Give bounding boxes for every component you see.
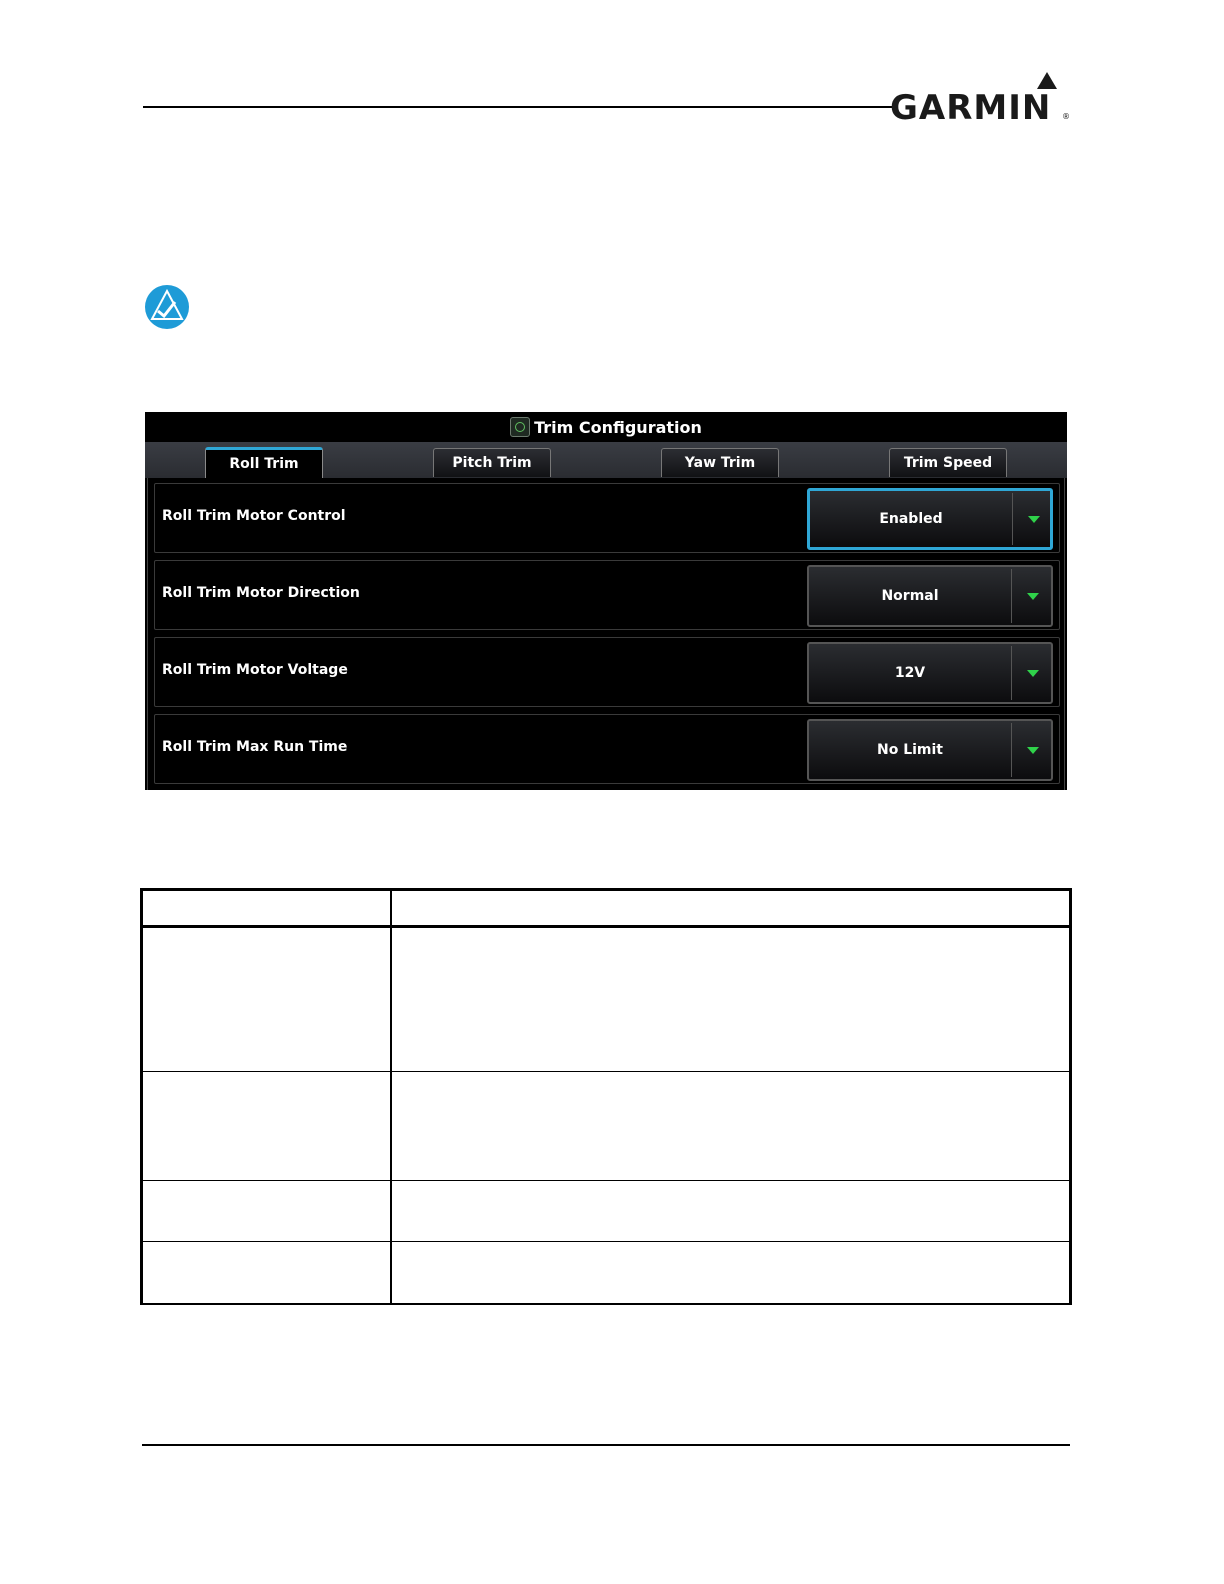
logo-registered-mark: ® bbox=[1062, 112, 1070, 121]
logo-triangle-icon bbox=[1037, 72, 1057, 89]
table-row-divider bbox=[140, 1180, 1072, 1181]
settings-table bbox=[140, 888, 1072, 1305]
tab-yaw-trim[interactable]: Yaw Trim bbox=[661, 448, 779, 477]
tab-pitch-trim[interactable]: Pitch Trim bbox=[433, 448, 551, 477]
dropdown-value: No Limit bbox=[876, 742, 943, 758]
dropdown-divider bbox=[1012, 493, 1013, 545]
chevron-down-icon[interactable] bbox=[1027, 593, 1039, 600]
garmin-logo bbox=[890, 70, 1075, 126]
dropdown-value: 12V bbox=[894, 665, 926, 681]
setting-row-max-run-time bbox=[154, 714, 1060, 784]
setting-row-motor-voltage bbox=[154, 637, 1060, 707]
setting-label: Roll Trim Motor Voltage bbox=[162, 662, 348, 678]
checkmark-triangle-icon bbox=[144, 284, 190, 330]
motor-voltage-dropdown[interactable] bbox=[807, 642, 1053, 704]
tab-trim-speed[interactable]: Trim Speed bbox=[889, 448, 1007, 477]
setting-label: Roll Trim Motor Direction bbox=[162, 585, 360, 601]
header-rule bbox=[143, 106, 893, 108]
table-row-divider bbox=[140, 1241, 1072, 1242]
motor-control-dropdown[interactable] bbox=[807, 488, 1053, 550]
dropdown-value: Normal bbox=[881, 588, 939, 604]
tab-bar bbox=[145, 442, 1067, 478]
table-row-divider bbox=[140, 1071, 1072, 1072]
table-border bbox=[140, 888, 1072, 1305]
trim-configuration-screen bbox=[145, 412, 1067, 790]
tab-roll-trim[interactable]: Roll Trim bbox=[205, 447, 323, 478]
title-bar bbox=[145, 412, 1067, 443]
dropdown-divider bbox=[1011, 646, 1012, 700]
table-column-divider bbox=[390, 888, 392, 1305]
max-run-time-dropdown[interactable] bbox=[807, 719, 1053, 781]
setting-row-motor-direction bbox=[154, 560, 1060, 630]
table-header-divider bbox=[140, 925, 1072, 928]
chevron-down-icon[interactable] bbox=[1028, 516, 1040, 523]
dropdown-divider bbox=[1011, 723, 1012, 777]
logo-text: GARMIN bbox=[890, 88, 1052, 128]
page-title: Trim Configuration bbox=[534, 417, 702, 437]
dropdown-value: Enabled bbox=[879, 511, 943, 527]
chevron-down-icon[interactable] bbox=[1027, 670, 1039, 677]
dropdown-divider bbox=[1011, 569, 1012, 623]
setting-label: Roll Trim Motor Control bbox=[162, 508, 346, 524]
setting-row-motor-control bbox=[154, 483, 1060, 553]
gauge-icon bbox=[510, 417, 530, 437]
chevron-down-icon[interactable] bbox=[1027, 747, 1039, 754]
footer-rule bbox=[142, 1444, 1070, 1446]
motor-direction-dropdown[interactable] bbox=[807, 565, 1053, 627]
setting-label: Roll Trim Max Run Time bbox=[162, 739, 348, 755]
settings-panel bbox=[147, 478, 1065, 790]
